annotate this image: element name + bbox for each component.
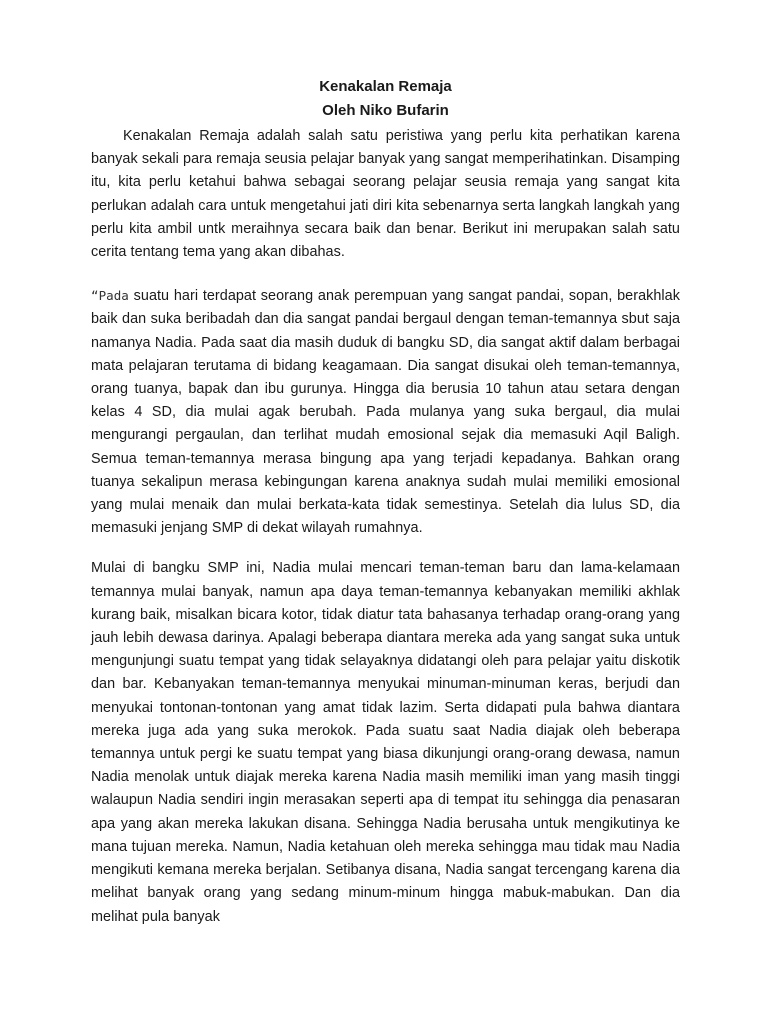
story-paragraph-1-text: suatu hari terdapat seorang anak perempuan yang sangat pandai, sopan, berakhlak baik dan suka beribadah dan dia sangat pandai bergaul dengan teman-temannya sbut saja namanya Nadia. Pada saat dia masih duduk di bangku SD, dia sangat aktif dalam berbagai mata pelajaran terutama di bidang keagamaan. Dia sangat disukai oleh teman-temannya, orang tuanya, bapak dan ibu gurunya. Hingga dia berusia 10 tahun atau setara dengan kelas 4 SD, dia mulai agak berubah. Pada mulanya yang suka bergaul, dia mulai mengurangi pergaulan, dan terlihat mudah emosional sejak dia memasuki Aqil Baligh. Semua teman-temannya merasa bingung apa yang terjadi kepadanya. Bahkan orang tuanya sekalipun merasa kebingungan karena anaknya sudah mulai memiliki emosional yang mulai menaik dan mulai berkata-kata tidak semestinya. Setelah dia lulus SD, dia memasuki jenjang SMP di dekat wilayah rumahnya. [91,288,680,537]
document-page [91,76,680,929]
document-title: Kenakalan Remaja [319,78,452,95]
story-paragraph-2: Mulai di bangku SMP ini, Nadia mulai mencari teman-teman baru dan lama-kelamaan temannya mulai banyak, namun apa daya teman-temannya kebanyakan memiliki akhlak kurang baik, misalkan bicara kotor, tidak diatur tata bahasanya terhadap orang-orang yang jauh lebih dewasa darinya. Apalagi beberapa diantara mereka ada yang sangat suka untuk mengunjungi suatu tempat yang tidak selayaknya didatangi oleh para pelajar yaitu diskotik dan bar. Kebanyakan teman-temannya menyukai minuman-minuman keras, berjudi dan menyukai tontonan-tontonan yang amat tidak lazim. Serta didapati pula bahwa diantara mereka juga ada yang suka merokok. Pada suatu saat Nadia diajak oleh beberapa temannya untuk pergi ke suatu tempat yang biasa dikunjungi orang-orang dewasa, namun Nadia menolak untuk diajak mereka karena Nadia masih memiliki iman yang masih tinggi walaupun Nadia sendiri ingin merasakan seperti apa di tempat itu sehingga dia penasaran apa yang akan mereka lakukan disana. Sehingga Nadia berusaha untuk mengikutinya ke mana tujuan mereka. Namun, Nadia ketahuan oleh mereka sehingga mau tidak mau Nadia mengikuti kemana mereka berjalan. Setibanya disana, Nadia sangat tercengang karena dia melihat banyak orang yang sedang minum-minum hingga mabuk-mabukan. Dan dia melihat pula banyak [91,560,680,925]
author-line: Oleh Niko Bufarin [322,102,449,119]
intro-paragraph: Kenakalan Remaja adalah salah satu peristiwa yang perlu kita perhatikan karena banyak sekali para remaja seusia pelajar banyak yang sangat memperihatinkan. Disamping itu, kita perlu ketahui bahwa sebagai seorang pelajar seusia remaja yang sangat kita perlukan adalah cara untuk mengetahui jati diri kita sebenarnya serta langkah langkah yang perlu kita ambil untk meraihnya secara baik dan benar. Berikut ini merupakan salah satu cerita tentang tema yang akan dibahas. [91,128,680,261]
quote-prefix: “Pada [91,288,129,304]
story-paragraph-1 [91,284,680,540]
